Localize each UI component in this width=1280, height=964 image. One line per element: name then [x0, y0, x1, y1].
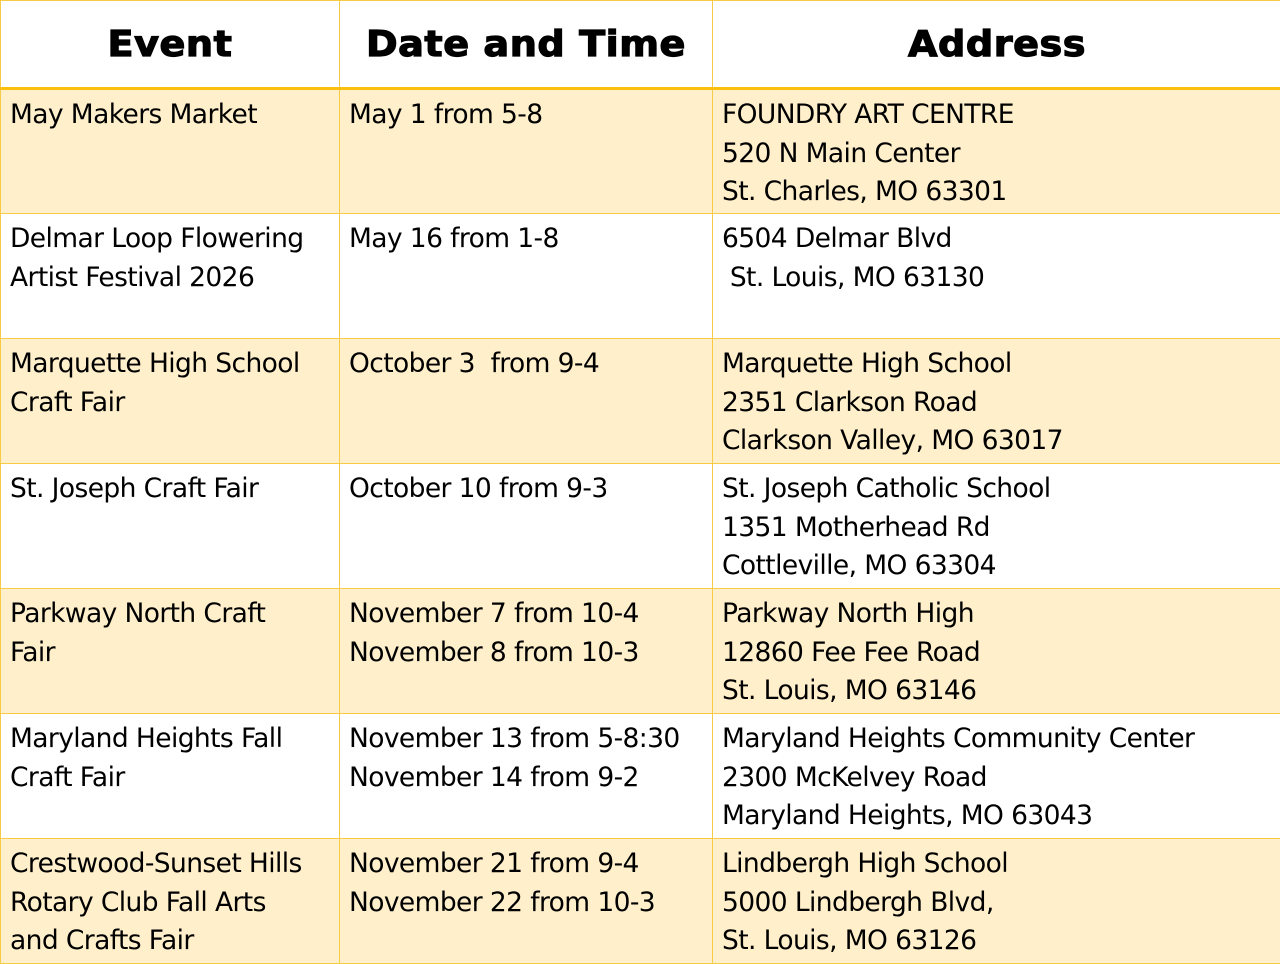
- address-line: Maryland Heights Community Center: [722, 720, 1280, 759]
- address-line: Maryland Heights, MO 63043: [722, 797, 1280, 836]
- event-line: Craft Fair: [10, 384, 339, 423]
- address-line: St. Louis, MO 63146: [722, 672, 1280, 711]
- event-line: Fair: [10, 634, 339, 673]
- event-cell: [1, 839, 340, 964]
- event-cell: [1, 589, 340, 714]
- event-cell: [1, 464, 340, 589]
- table-row: [1, 89, 1280, 214]
- table-row: [1, 464, 1280, 589]
- date-time-cell: [340, 214, 713, 339]
- event-line: Craft Fair: [10, 759, 339, 798]
- date-time-cell: [340, 589, 713, 714]
- address-line: 6504 Delmar Blvd: [722, 220, 1280, 259]
- header-date-time: Date and Time: [340, 1, 713, 89]
- date-line: May 16 from 1-8: [349, 220, 712, 259]
- address-line: St. Louis, MO 63126: [722, 922, 1280, 961]
- date-line: November 22 from 10-3: [349, 884, 712, 923]
- address-line: Lindbergh High School: [722, 845, 1280, 884]
- event-cell: [1, 339, 340, 464]
- address-line: 1351 Motherhead Rd: [722, 509, 1280, 548]
- event-line: Artist Festival 2026: [10, 259, 339, 298]
- date-line: May 1 from 5-8: [349, 96, 712, 135]
- address-line: Marquette High School: [722, 345, 1280, 384]
- address-cell: [713, 89, 1280, 214]
- address-cell: [713, 339, 1280, 464]
- date-line: October 10 from 9-3: [349, 470, 712, 509]
- date-line: November 14 from 9-2: [349, 759, 712, 798]
- table-row: [1, 214, 1280, 339]
- date-line: November 21 from 9-4: [349, 845, 712, 884]
- date-line: October 3 from 9-4: [349, 345, 712, 384]
- event-cell: [1, 714, 340, 839]
- address-line: Clarkson Valley, MO 63017: [722, 422, 1280, 461]
- date-time-cell: [340, 839, 713, 964]
- event-cell: [1, 214, 340, 339]
- event-line: Parkway North Craft: [10, 595, 339, 634]
- date-time-cell: [340, 714, 713, 839]
- event-line: and Crafts Fair: [10, 922, 339, 961]
- address-line: 5000 Lindbergh Blvd,: [722, 884, 1280, 923]
- address-cell: [713, 839, 1280, 964]
- address-line: St. Charles, MO 63301: [722, 173, 1280, 212]
- event-line: May Makers Market: [10, 96, 339, 135]
- date-time-cell: [340, 89, 713, 214]
- event-line: Rotary Club Fall Arts: [10, 884, 339, 923]
- address-line: 12860 Fee Fee Road: [722, 634, 1280, 673]
- event-line: Delmar Loop Flowering: [10, 220, 339, 259]
- event-line: Maryland Heights Fall: [10, 720, 339, 759]
- date-line: November 7 from 10-4: [349, 595, 712, 634]
- table-row: [1, 714, 1280, 839]
- address-line: Parkway North High: [722, 595, 1280, 634]
- event-line: St. Joseph Craft Fair: [10, 470, 339, 509]
- address-line: FOUNDRY ART CENTRE: [722, 96, 1280, 135]
- table-row: [1, 589, 1280, 714]
- address-line: St. Louis, MO 63130: [722, 259, 1280, 298]
- address-line: 2351 Clarkson Road: [722, 384, 1280, 423]
- header-address: Address: [713, 1, 1280, 89]
- date-line: November 8 from 10-3: [349, 634, 712, 673]
- header-event: Event: [1, 1, 340, 89]
- address-cell: [713, 714, 1280, 839]
- address-line: Cottleville, MO 63304: [722, 547, 1280, 586]
- address-cell: [713, 589, 1280, 714]
- address-line: 2300 McKelvey Road: [722, 759, 1280, 798]
- address-line: St. Joseph Catholic School: [722, 470, 1280, 509]
- event-line: Crestwood-Sunset Hills: [10, 845, 339, 884]
- date-time-cell: [340, 339, 713, 464]
- table-row: [1, 339, 1280, 464]
- header-row: [1, 1, 1280, 89]
- date-time-cell: [340, 464, 713, 589]
- address-cell: [713, 214, 1280, 339]
- event-cell: [1, 89, 340, 214]
- address-line: 520 N Main Center: [722, 135, 1280, 174]
- event-line: Marquette High School: [10, 345, 339, 384]
- date-line: November 13 from 5-8:30: [349, 720, 712, 759]
- address-cell: [713, 464, 1280, 589]
- table-row: [1, 839, 1280, 964]
